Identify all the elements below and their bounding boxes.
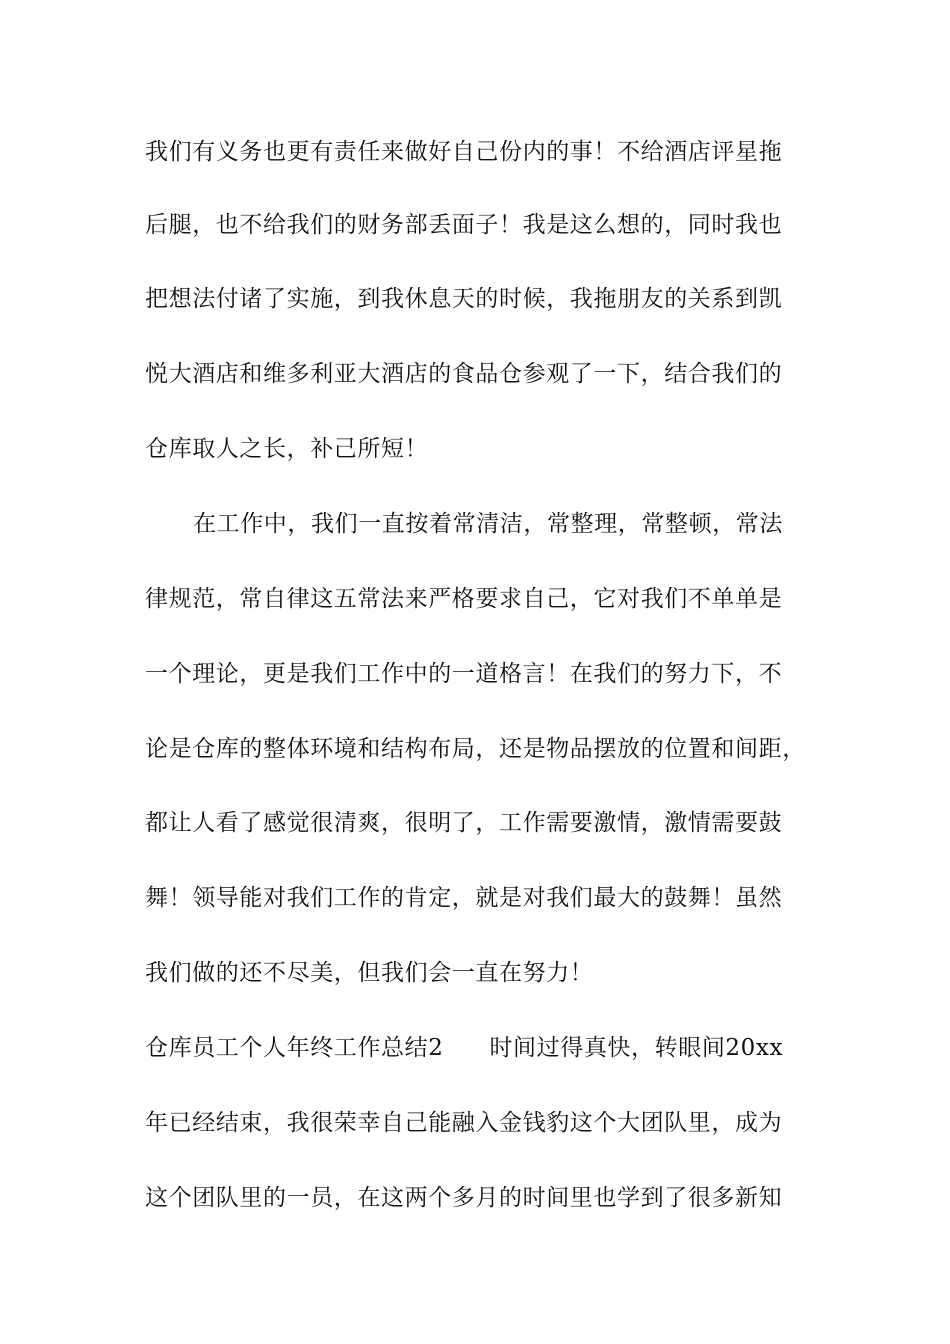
paragraph-first-line: 在工作中，我们一直按着常清洁，常整理，常整顿，常法 [193,511,783,537]
section-first-line: 时间过得真快，转眼间20xx [489,1035,784,1061]
text-line: 年已经结束，我很荣幸自己能融入金钱豹这个大团队里，成为 [145,1110,783,1136]
text-line: 我们做的还不尽美，但我们会一直在努力！ [145,960,594,986]
text-line: 把想法付诸了实施，到我休息天的时候，我拖朋友的关系到凯 [145,286,783,312]
text-line: 舞！领导能对我们工作的肯定，就是对我们最大的鼓舞！虽然 [145,885,783,911]
text-line: 律规范，常自律这五常法来严格要求自己，它对我们不单单是 [145,586,783,612]
section-heading-line [145,1028,845,1068]
text-line: 悦大酒店和维多利亚大酒店的食品仓参观了一下，结合我们的 [145,361,783,387]
section-title: 仓库员工个人年终工作总结2 [145,1035,444,1061]
text-line: 我们有义务也更有责任来做好自己份内的事！不给酒店评星拖 [145,139,783,165]
text-line: 都让人看了感觉很清爽，很明了，工作需要激情，激情需要鼓 [145,810,783,836]
text-line: 仓库取人之长，补己所短！ [145,436,429,462]
text-line: 一个理论，更是我们工作中的一道格言！在我们的努力下，不 [145,661,783,687]
text-line: 论是仓库的整体环境和结构布局，还是物品摆放的位置和间距， [145,736,806,762]
text-line: 后腿，也不给我们的财务部丢面子！我是这么想的，同时我也 [145,212,783,238]
text-line: 这个团队里的一员，在这两个多月的时间里也学到了很多新知 [145,1185,783,1211]
